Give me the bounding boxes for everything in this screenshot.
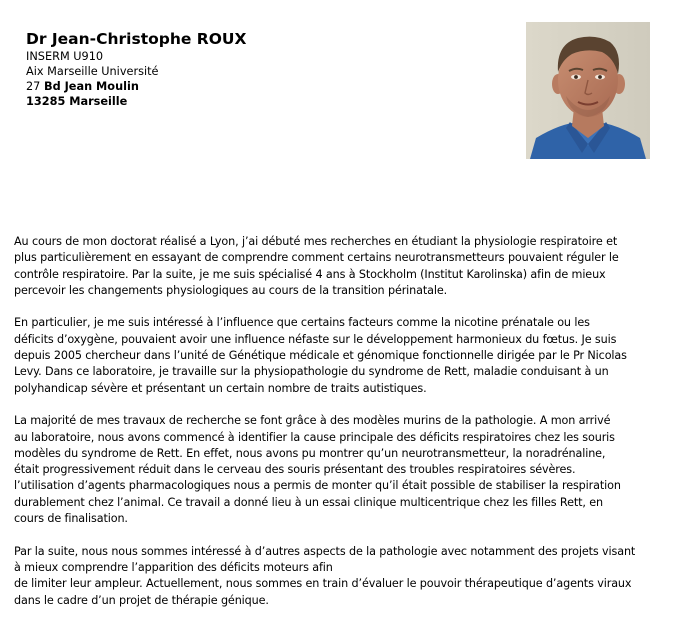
text-line: modèles du syndrome de Rett. En effet, nous avons pu montrer qu’un neurotransmetteur, la noradrénaline, <box>14 446 606 460</box>
street-line <box>26 79 246 94</box>
text-line: La majorité de mes travaux de recherche se font grâce à des modèles murins de la pathologie. A mon arrivé <box>14 414 611 428</box>
text-line: l’utilisation d’agents pharmacologiques nous a permis de monter qu’il était possible de stabiliser la respiration <box>14 479 621 493</box>
text-line: était progressivement réduit dans le cerveau des souris présentant des troubles respiratoires sévères. <box>14 463 576 477</box>
researcher-name: Dr Jean-Christophe ROUX <box>26 30 247 48</box>
biography-text <box>14 234 666 625</box>
paragraph-3 <box>14 413 666 527</box>
street-number: 27 <box>26 80 44 93</box>
text-line: à mieux comprendre l’apparition des déficits moteurs afin <box>14 560 333 574</box>
text-line: Par la suite, nous nous sommes intéressé à d’autres aspects de la pathologie avec notamment des projets visant <box>14 544 636 558</box>
text-line: polyhandicap sévère et présentant un certain nombre de traits autistiques. <box>14 381 427 395</box>
unit-line: INSERM U910 <box>26 50 104 63</box>
text-line: percevoir les changements physiologiques au cours de la transition périnatale. <box>14 283 448 297</box>
text-line: déficits d’oxygène, pouvaient avoir une influence néfaste sur le développement harmonieux du fœtus. Je suis <box>14 332 617 346</box>
text-line: depuis 2005 chercheur dans l’unité de Génétique médicale et génomique fonctionnelle dirigée par le Pr Nicolas <box>14 349 627 363</box>
portrait-image <box>526 22 650 159</box>
text-line: durablement chez l’animal. Ce travail a donné lieu à un essai clinique multicentrique chez les filles Rett, en <box>14 495 603 509</box>
paragraph-4 <box>14 544 666 609</box>
paragraph-2 <box>14 315 666 396</box>
text-line: cours de finalisation. <box>14 512 128 526</box>
street-name: Bd Jean Moulin <box>43 80 139 93</box>
contact-header <box>26 30 246 109</box>
postal-city-line: 13285 Marseille <box>26 95 128 108</box>
text-line: contrôle respiratoire. Par la suite, je me suis spécialisé 4 ans à Stockholm (Institut Karolinska) afin de mieux <box>14 267 606 281</box>
text-line: au laboratoire, nous avons commencé à identifier la cause principale des déficits respiratoires chez les souris <box>14 430 615 444</box>
paragraph-1 <box>14 234 666 299</box>
text-line: En particulier, je me suis intéressé à l’influence que certains facteurs comme la nicotine prénatale ou les <box>14 316 590 330</box>
text-line: Levy. Dans ce laboratoire, je travaille sur la physiopathologie du syndrome de Rett, maladie conduisant à un <box>14 365 609 379</box>
text-line: plus particulièrement en essayant de comprendre comment certains neurotransmetteurs pouvaient réguler le <box>14 251 619 265</box>
university-line: Aix Marseille Université <box>26 65 159 78</box>
text-line: de limiter leur ampleur. Actuellement, nous sommes en train d’évaluer le pouvoir thérapeutique d’agents viraux <box>14 577 632 591</box>
text-line: dans le cadre d’un projet de thérapie génique. <box>14 593 269 607</box>
text-line: Au cours de mon doctorat réalisé a Lyon, j’ai débuté mes recherches en étudiant la physiologie respiratoire et <box>14 235 618 248</box>
portrait-photo <box>526 22 650 159</box>
